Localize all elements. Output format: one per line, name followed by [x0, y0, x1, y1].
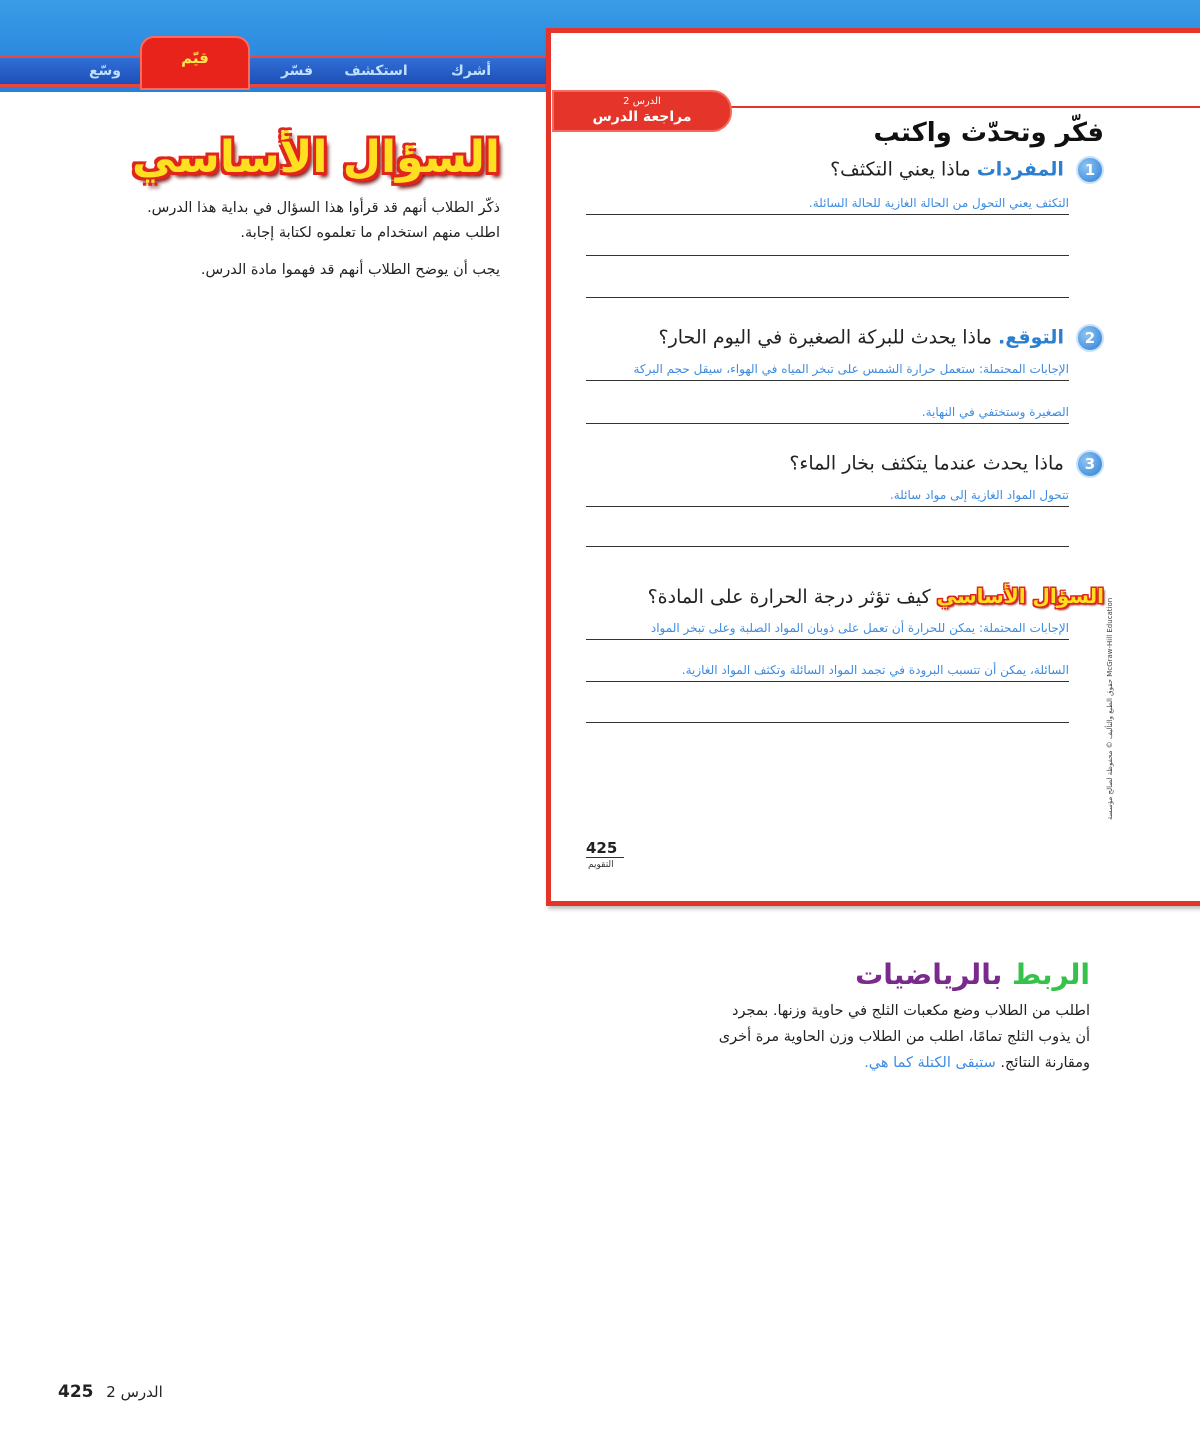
- question-2-text: ماذا يحدث للبركة الصغيرة في اليوم الحار؟: [658, 326, 992, 349]
- student-page-number-box: [586, 838, 624, 858]
- question-1: [830, 156, 1104, 184]
- tab-explain[interactable]: فسّر: [280, 63, 314, 79]
- tab-evaluate[interactable]: قيّم: [140, 36, 250, 90]
- footer-lesson-number: 2: [106, 1383, 116, 1401]
- math-title-math: بالرياضيات: [855, 958, 1003, 991]
- math-line-1: اطلب من الطلاب وضع مكعبات الثلج في حاوية وزنها. بمجرد: [732, 1003, 1090, 1019]
- tab-engage[interactable]: أشرك: [450, 63, 492, 79]
- lesson-review-label: مراجعة الدرس: [592, 109, 692, 125]
- answer-2-line-1: الإجابات المحتملة: ستعمل حرارة الشمس على تبخر المياه في الهواء، سيقل حجم البركة: [586, 360, 1069, 381]
- teacher-line-2: اطلب منهم استخدام ما تعلموه لكتابة إجابة.: [240, 225, 500, 241]
- math-title-connect: الربط: [1011, 958, 1090, 991]
- question-2-keyword: التوقع.: [998, 326, 1064, 349]
- answer-line: [586, 255, 1069, 256]
- copyright-note: McGraw-Hill Education حقوق الطبع والتأليف © محفوظة لصالح مؤسسة: [1106, 597, 1114, 820]
- essential-question: [648, 584, 1104, 608]
- answer-line: [586, 297, 1069, 298]
- essential-question-text: كيف تؤثر درجة الحرارة على المادة؟: [647, 586, 931, 608]
- page-footer: [58, 1382, 163, 1402]
- math-answer: ستبقى الكتلة كما هي.: [864, 1055, 996, 1071]
- math-connection-title: [855, 958, 1090, 991]
- question-number-2: 2: [1076, 324, 1104, 352]
- question-number-3: 3: [1076, 450, 1104, 478]
- answer-line: [586, 546, 1069, 547]
- badge-rule: [722, 106, 1200, 108]
- question-1-keyword: المفردات: [976, 158, 1064, 181]
- question-2: [659, 324, 1105, 352]
- page-heading: فكّر وتحدّث واكتب: [873, 118, 1104, 148]
- question-3: [789, 450, 1104, 478]
- math-connection-text: [630, 998, 1090, 1076]
- answer-1: التكثف يعني التحول من الحالة الغازية للحالة السائلة.: [586, 194, 1069, 215]
- teacher-expectation: يجب أن يوضح الطلاب أنهم قد فهموا مادة الدرس.: [200, 262, 500, 278]
- student-page-section: التقويم: [588, 860, 614, 870]
- teacher-instructions: [60, 196, 500, 246]
- lesson-nav-strip: [0, 49, 552, 87]
- lesson-review-badge: [552, 90, 732, 132]
- answer-3: تتحول المواد الغازية إلى مواد سائلة.: [586, 486, 1069, 507]
- essential-question-title: السؤال الأساسي: [132, 132, 500, 183]
- footer-lesson-word: الدرس: [120, 1383, 163, 1401]
- question-1-text: ماذا يعني التكثف؟: [830, 158, 971, 181]
- tab-extend[interactable]: وسّع: [88, 63, 122, 79]
- tab-explore[interactable]: استكشف: [344, 63, 408, 79]
- teacher-line-1: ذكّر الطلاب أنهم قد قرأوا هذا السؤال في بداية هذا الدرس.: [147, 200, 500, 216]
- math-line-2: أن يذوب الثلج تمامًا، اطلب من الطلاب وزن الحاوية مرة أخرى: [718, 1029, 1090, 1045]
- footer-page-number: 425: [58, 1382, 94, 1402]
- student-page-number: 425: [586, 839, 618, 857]
- lesson-number-label: الدرس 2: [623, 96, 661, 107]
- math-line-3: [630, 1050, 1090, 1076]
- essential-answer-line-2: السائلة، يمكن أن تتسبب البرودة في تجمد المواد السائلة وتكثف المواد الغازية.: [586, 661, 1069, 682]
- essential-question-label: السؤال الأساسي: [936, 584, 1104, 608]
- answer-2-line-2: الصغيرة وستختفي في النهاية.: [586, 403, 1069, 424]
- answer-line: [586, 722, 1069, 723]
- question-number-1: 1: [1076, 156, 1104, 184]
- math-line-3-text: ومقارنة النتائج.: [1000, 1055, 1090, 1071]
- essential-answer-line-1: الإجابات المحتملة: يمكن للحرارة أن تعمل على ذوبان المواد الصلبة وعلى تبخر المواد: [586, 619, 1069, 640]
- question-3-text: ماذا يحدث عندما يتكثف بخار الماء؟: [789, 452, 1064, 475]
